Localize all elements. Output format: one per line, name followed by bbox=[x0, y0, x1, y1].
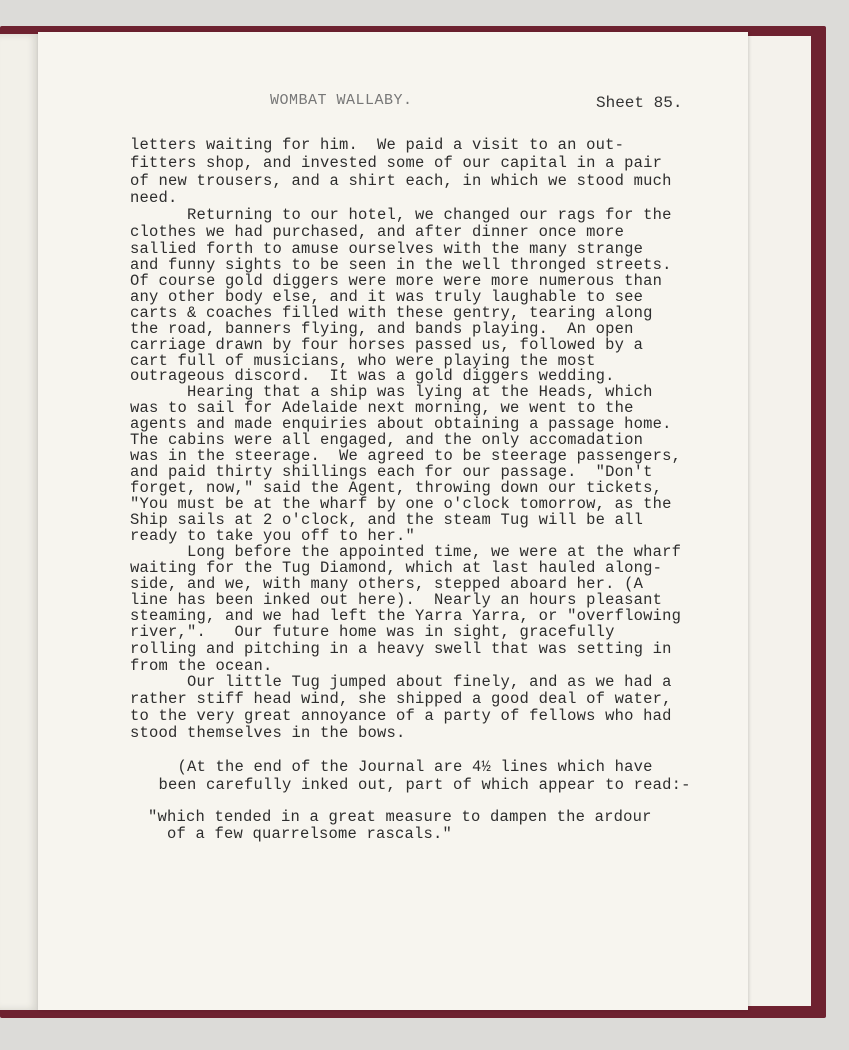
text-line: the road, banners flying, and bands playing. An open bbox=[130, 320, 634, 338]
footnote-line: (At the end of the Journal are 4½ lines which have bbox=[130, 758, 653, 776]
text-line: of new trousers, and a shirt each, in which we stood much bbox=[130, 172, 672, 190]
quoted-line: of a few quarrelsome rascals." bbox=[110, 825, 453, 843]
text-line: carriage drawn by four horses passed us, followed by a bbox=[130, 336, 644, 354]
text-line: Of course gold diggers were more were more numerous than bbox=[130, 272, 663, 290]
page-header-title: WOMBAT WALLABY. bbox=[270, 92, 413, 109]
text-line: carts & coaches filled with these gentry, tearing along bbox=[130, 304, 653, 322]
text-line: sallied forth to amuse ourselves with the many strange bbox=[130, 240, 644, 258]
text-line: side, and we, with many others, stepped aboard her. (A bbox=[130, 575, 644, 593]
sheet-number: Sheet 85. bbox=[596, 94, 683, 112]
text-line: and funny sights to be seen in the well thronged streets. bbox=[130, 256, 672, 274]
text-line: any other body else, and it was truly laughable to see bbox=[130, 288, 644, 306]
text-line: agents and made enquiries about obtaining a passage home. bbox=[130, 415, 672, 433]
text-line: rather stiff head wind, she shipped a good deal of water, bbox=[130, 690, 672, 708]
text-line: was to sail for Adelaide next morning, we went to the bbox=[130, 399, 634, 417]
footnote-line: been carefully inked out, part of which appear to read:- bbox=[130, 776, 691, 794]
text-line: clothes we had purchased, and after dinner once more bbox=[130, 223, 625, 241]
text-line: "You must be at the wharf by one o'clock tomorrow, as the bbox=[130, 495, 672, 513]
page-stack-edge bbox=[744, 36, 811, 1006]
text-line: Our little Tug jumped about finely, and as we had a bbox=[130, 673, 672, 691]
text-line: river,". Our future home was in sight, gracefully bbox=[130, 623, 615, 641]
text-line: ready to take you off to her." bbox=[130, 527, 416, 545]
text-line: The cabins were all engaged, and the only accomadation bbox=[130, 431, 644, 449]
text-line: Ship sails at 2 o'clock, and the steam Tug will be all bbox=[130, 511, 644, 529]
text-line: cart full of musicians, who were playing the most bbox=[130, 352, 596, 370]
text-line: Long before the appointed time, we were at the wharf bbox=[130, 543, 682, 561]
text-line: from the ocean. bbox=[130, 657, 273, 675]
text-line: Returning to our hotel, we changed our rags for the bbox=[130, 206, 672, 224]
text-line: outrageous discord. It was a gold diggers wedding. bbox=[130, 367, 615, 385]
text-line: forget, now," said the Agent, throwing down our tickets, bbox=[130, 479, 663, 497]
text-line: line has been inked out here). Nearly an hours pleasant bbox=[130, 591, 663, 609]
text-line: was in the steerage. We agreed to be steerage passengers, bbox=[130, 447, 682, 465]
text-line: Hearing that a ship was lying at the Heads, which bbox=[130, 383, 653, 401]
left-page-edge bbox=[0, 34, 40, 1010]
text-line: letters waiting for him. We paid a visit to an out- bbox=[130, 136, 625, 154]
text-line: rolling and pitching in a heavy swell that was setting in bbox=[130, 640, 672, 658]
text-line: and paid thirty shillings each for our passage. "Don't bbox=[130, 463, 653, 481]
text-line: fitters shop, and invested some of our capital in a pair bbox=[130, 154, 663, 172]
text-line: steaming, and we had left the Yarra Yarra, or "overflowing bbox=[130, 607, 682, 625]
text-line: stood themselves in the bows. bbox=[130, 724, 406, 742]
text-line: need. bbox=[130, 189, 178, 207]
text-line: to the very great annoyance of a party of fellows who had bbox=[130, 707, 672, 725]
text-line: waiting for the Tug Diamond, which at last hauled along- bbox=[130, 559, 663, 577]
quoted-line: "which tended in a great measure to dampen the ardour bbox=[110, 808, 652, 826]
